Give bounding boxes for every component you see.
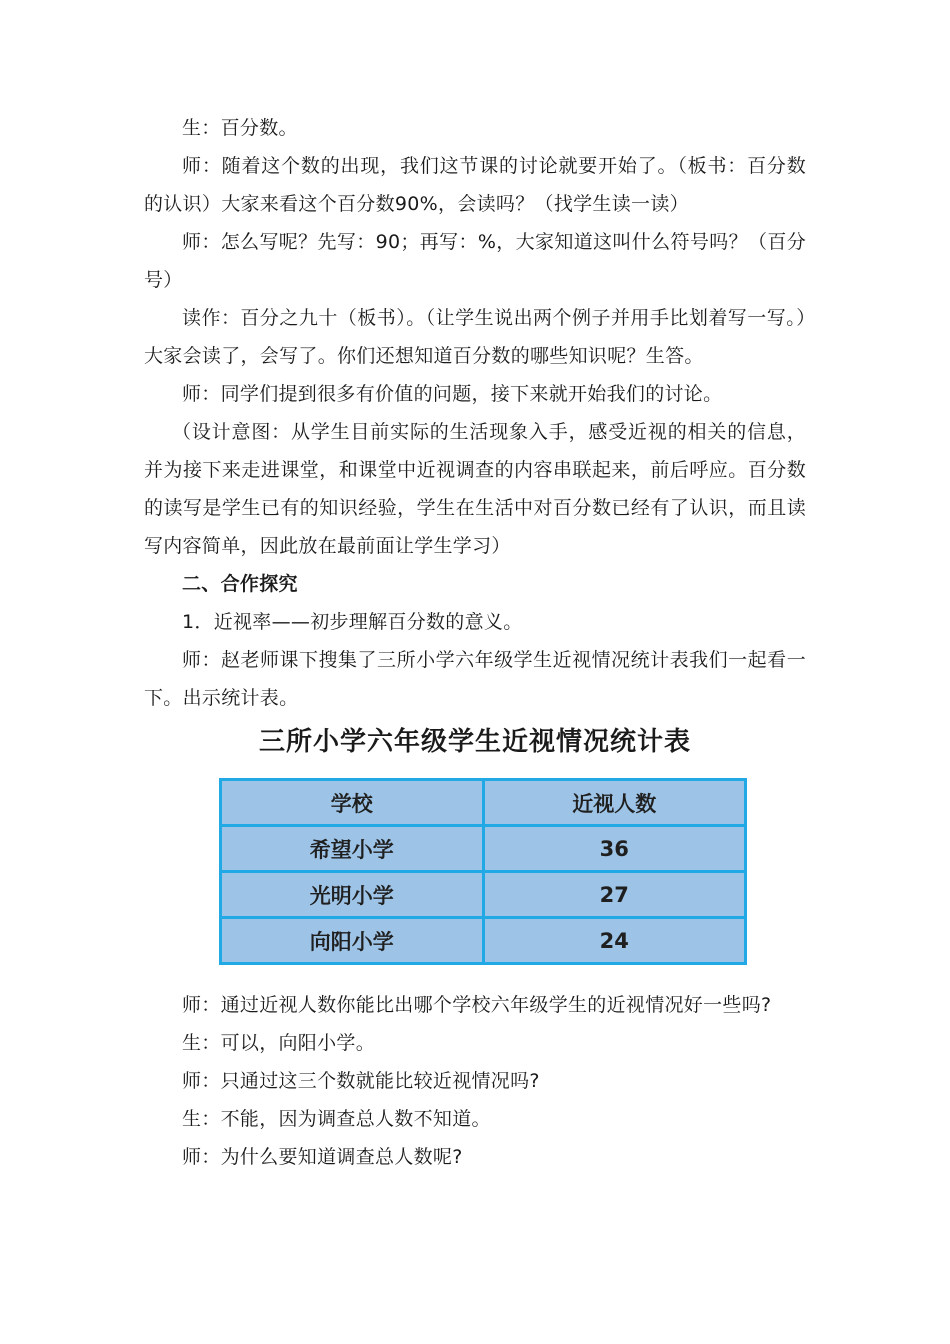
- paragraph-student-answer: 生：百分数。: [182, 117, 298, 139]
- paragraph-read-as: 读作：百分之九十（板书）。（让学生说出两个例子并用手比划着写一写。）大家会读了，会写了。你们还想知道百分数的哪些知识呢？生答。: [144, 307, 806, 367]
- section-heading: 二、合作探究: [182, 573, 298, 595]
- table-header-row: [221, 780, 746, 826]
- dialogue-line: 师：只通过这三个数就能比较近视情况吗?: [182, 1070, 540, 1092]
- myopia-stats-table: [219, 778, 747, 965]
- paragraph-design-intent: （设计意图：从学生目前实际的生活现象入手，感受近视的相关的信息，并为接下来走进课堂，和课堂中近视调查的内容串联起来，前后呼应。百分数的读写是学生已有的知识经验，学生在生活中对百分数已经有了认识，而且读写内容简单，因此放在最前面让学生学习）: [144, 421, 806, 557]
- paragraph-teacher-discussion: 师：同学们提到很多有价值的问题，接下来就开始我们的讨论。: [182, 383, 723, 405]
- cell-school: 希望小学: [221, 826, 484, 872]
- table-row: [221, 872, 746, 918]
- paragraph-show-table: 师：赵老师课下搜集了三所小学六年级学生近视情况统计表我们一起看一下。出示统计表。: [144, 649, 806, 709]
- table-row: [221, 918, 746, 964]
- header-school: 学校: [221, 780, 484, 826]
- header-myopia-count: 近视人数: [483, 780, 746, 826]
- paragraph-teacher-write: 师：怎么写呢？先写：90；再写：%，大家知道这叫什么符号吗？（百分号）: [144, 231, 806, 291]
- cell-count: 36: [483, 826, 746, 872]
- dialogue-line: 生：不能，因为调查总人数不知道。: [182, 1108, 491, 1130]
- dialogue-line: 师：为什么要知道调查总人数呢?: [182, 1146, 463, 1168]
- cell-count: 24: [483, 918, 746, 964]
- table-title: 三所小学六年级学生近视情况统计表: [258, 727, 691, 757]
- cell-school: 光明小学: [221, 872, 484, 918]
- dialogue-line: 生：可以，向阳小学。: [182, 1032, 376, 1054]
- cell-count: 27: [483, 872, 746, 918]
- table-row: [221, 826, 746, 872]
- subsection-heading: 1．近视率——初步理解百分数的意义。: [182, 611, 523, 633]
- dialogue-line: 师：通过近视人数你能比出哪个学校六年级学生的近视情况好一些吗?: [182, 994, 772, 1016]
- paragraph-teacher-intro: 师：随着这个数的出现，我们这节课的讨论就要开始了。（板书：百分数的认识）大家来看这个百分数90%，会读吗？（找学生读一读）: [144, 155, 806, 215]
- cell-school: 向阳小学: [221, 918, 484, 964]
